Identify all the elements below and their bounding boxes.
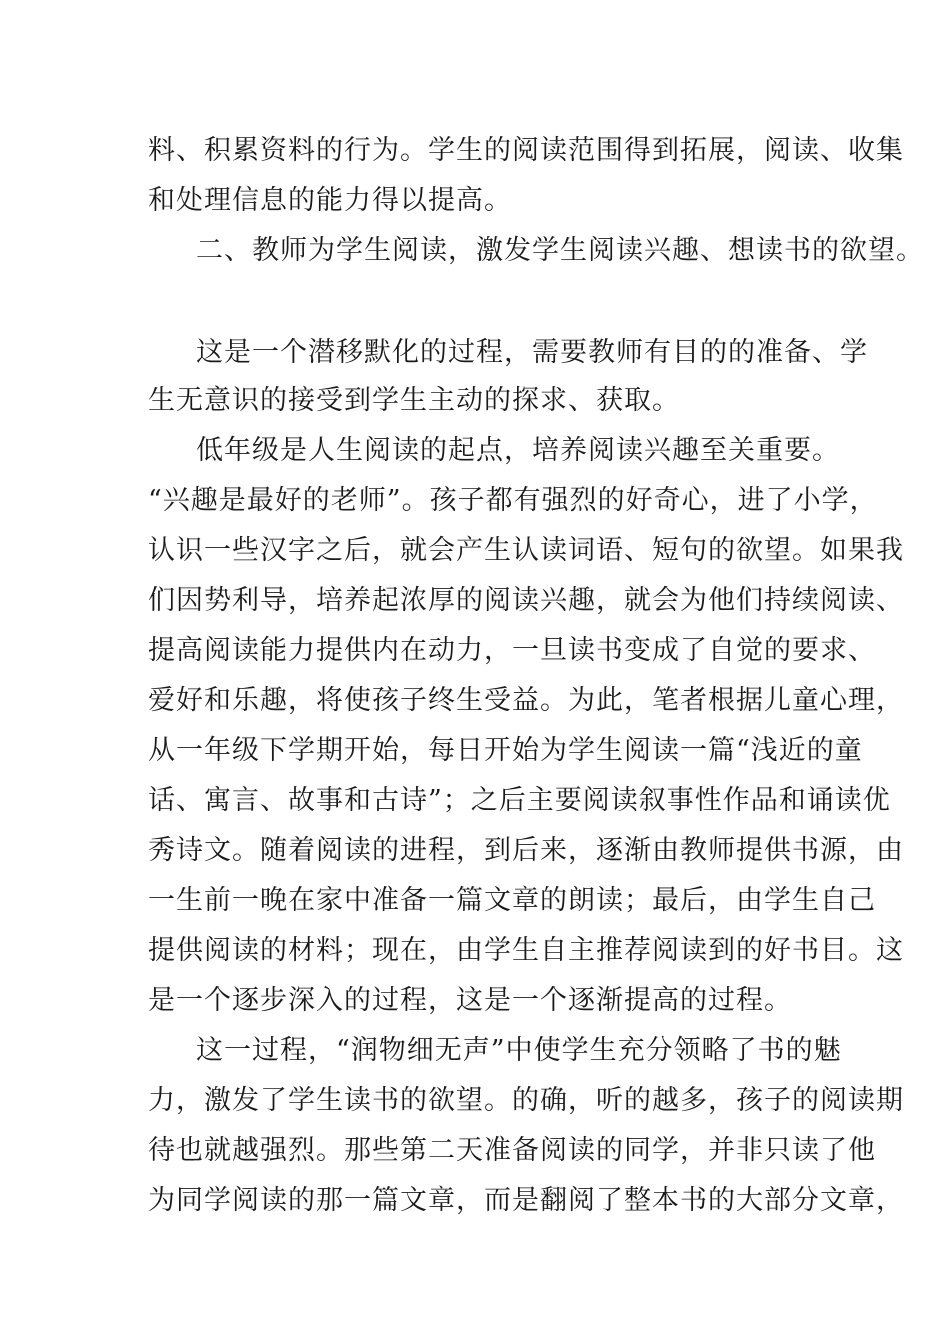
text-line-20: 待也就越强烈。那些第二天准备阅读的同学，并非只读了他	[148, 1135, 876, 1166]
text-line-11: 爱好和乐趣，将使孩子终生受益。为此，笔者根据儿童心理，	[148, 685, 904, 716]
text-line-9: 们因势利导，培养起浓厚的阅读兴趣，就会为他们持续阅读、	[148, 585, 904, 616]
text-line-17: 是一个逐步深入的过程，这是一个逐渐提高的过程。	[148, 985, 792, 1016]
text-line-4: 这是一个潜移默化的过程，需要教师有目的的准备、学	[196, 337, 868, 368]
text-line-12: 从一年级下学期开始，每日开始为学生阅读一篇“浅近的童	[148, 735, 863, 766]
text-line-6: 低年级是人生阅读的起点，培养阅读兴趣至关重要。	[196, 435, 840, 466]
text-line-7: “兴趣是最好的老师”。孩子都有强烈的好奇心，进了小学，	[148, 485, 878, 516]
text-line-5: 生无意识的接受到学生主动的探求、获取。	[148, 385, 680, 416]
text-line-10: 提高阅读能力提供内在动力，一旦读书变成了自觉的要求、	[148, 635, 876, 666]
text-line-21: 为同学阅读的那一篇文章，而是翻阅了整本书的大部分文章，	[148, 1185, 904, 1216]
text-line-19: 力，激发了学生读书的欲望。的确，听的越多，孩子的阅读期	[148, 1085, 904, 1116]
text-line-15: 一生前一晚在家中准备一篇文章的朗读；最后，由学生自己	[148, 885, 876, 916]
text-line-18: 这一过程，“润物细无声”中使学生充分领略了书的魅	[196, 1035, 842, 1066]
text-line-2: 和处理信息的能力得以提高。	[148, 185, 512, 216]
text-line-14: 秀诗文。随着阅读的进程，到后来，逐渐由教师提供书源，由	[148, 835, 904, 866]
text-line-8: 认识一些汉字之后，就会产生认读词语、短句的欲望。如果我	[148, 535, 904, 566]
section-heading: 二、教师为学生阅读，激发学生阅读兴趣、想读书的欲望。	[196, 235, 924, 266]
text-line-1: 料、积累资料的行为。学生的阅读范围得到拓展，阅读、收集	[148, 135, 904, 166]
text-line-13: 话、寓言、故事和古诗”；之后主要阅读叙事性作品和诵读优	[148, 785, 891, 816]
text-line-16: 提供阅读的材料；现在，由学生自主推荐阅读到的好书目。这	[148, 935, 904, 966]
